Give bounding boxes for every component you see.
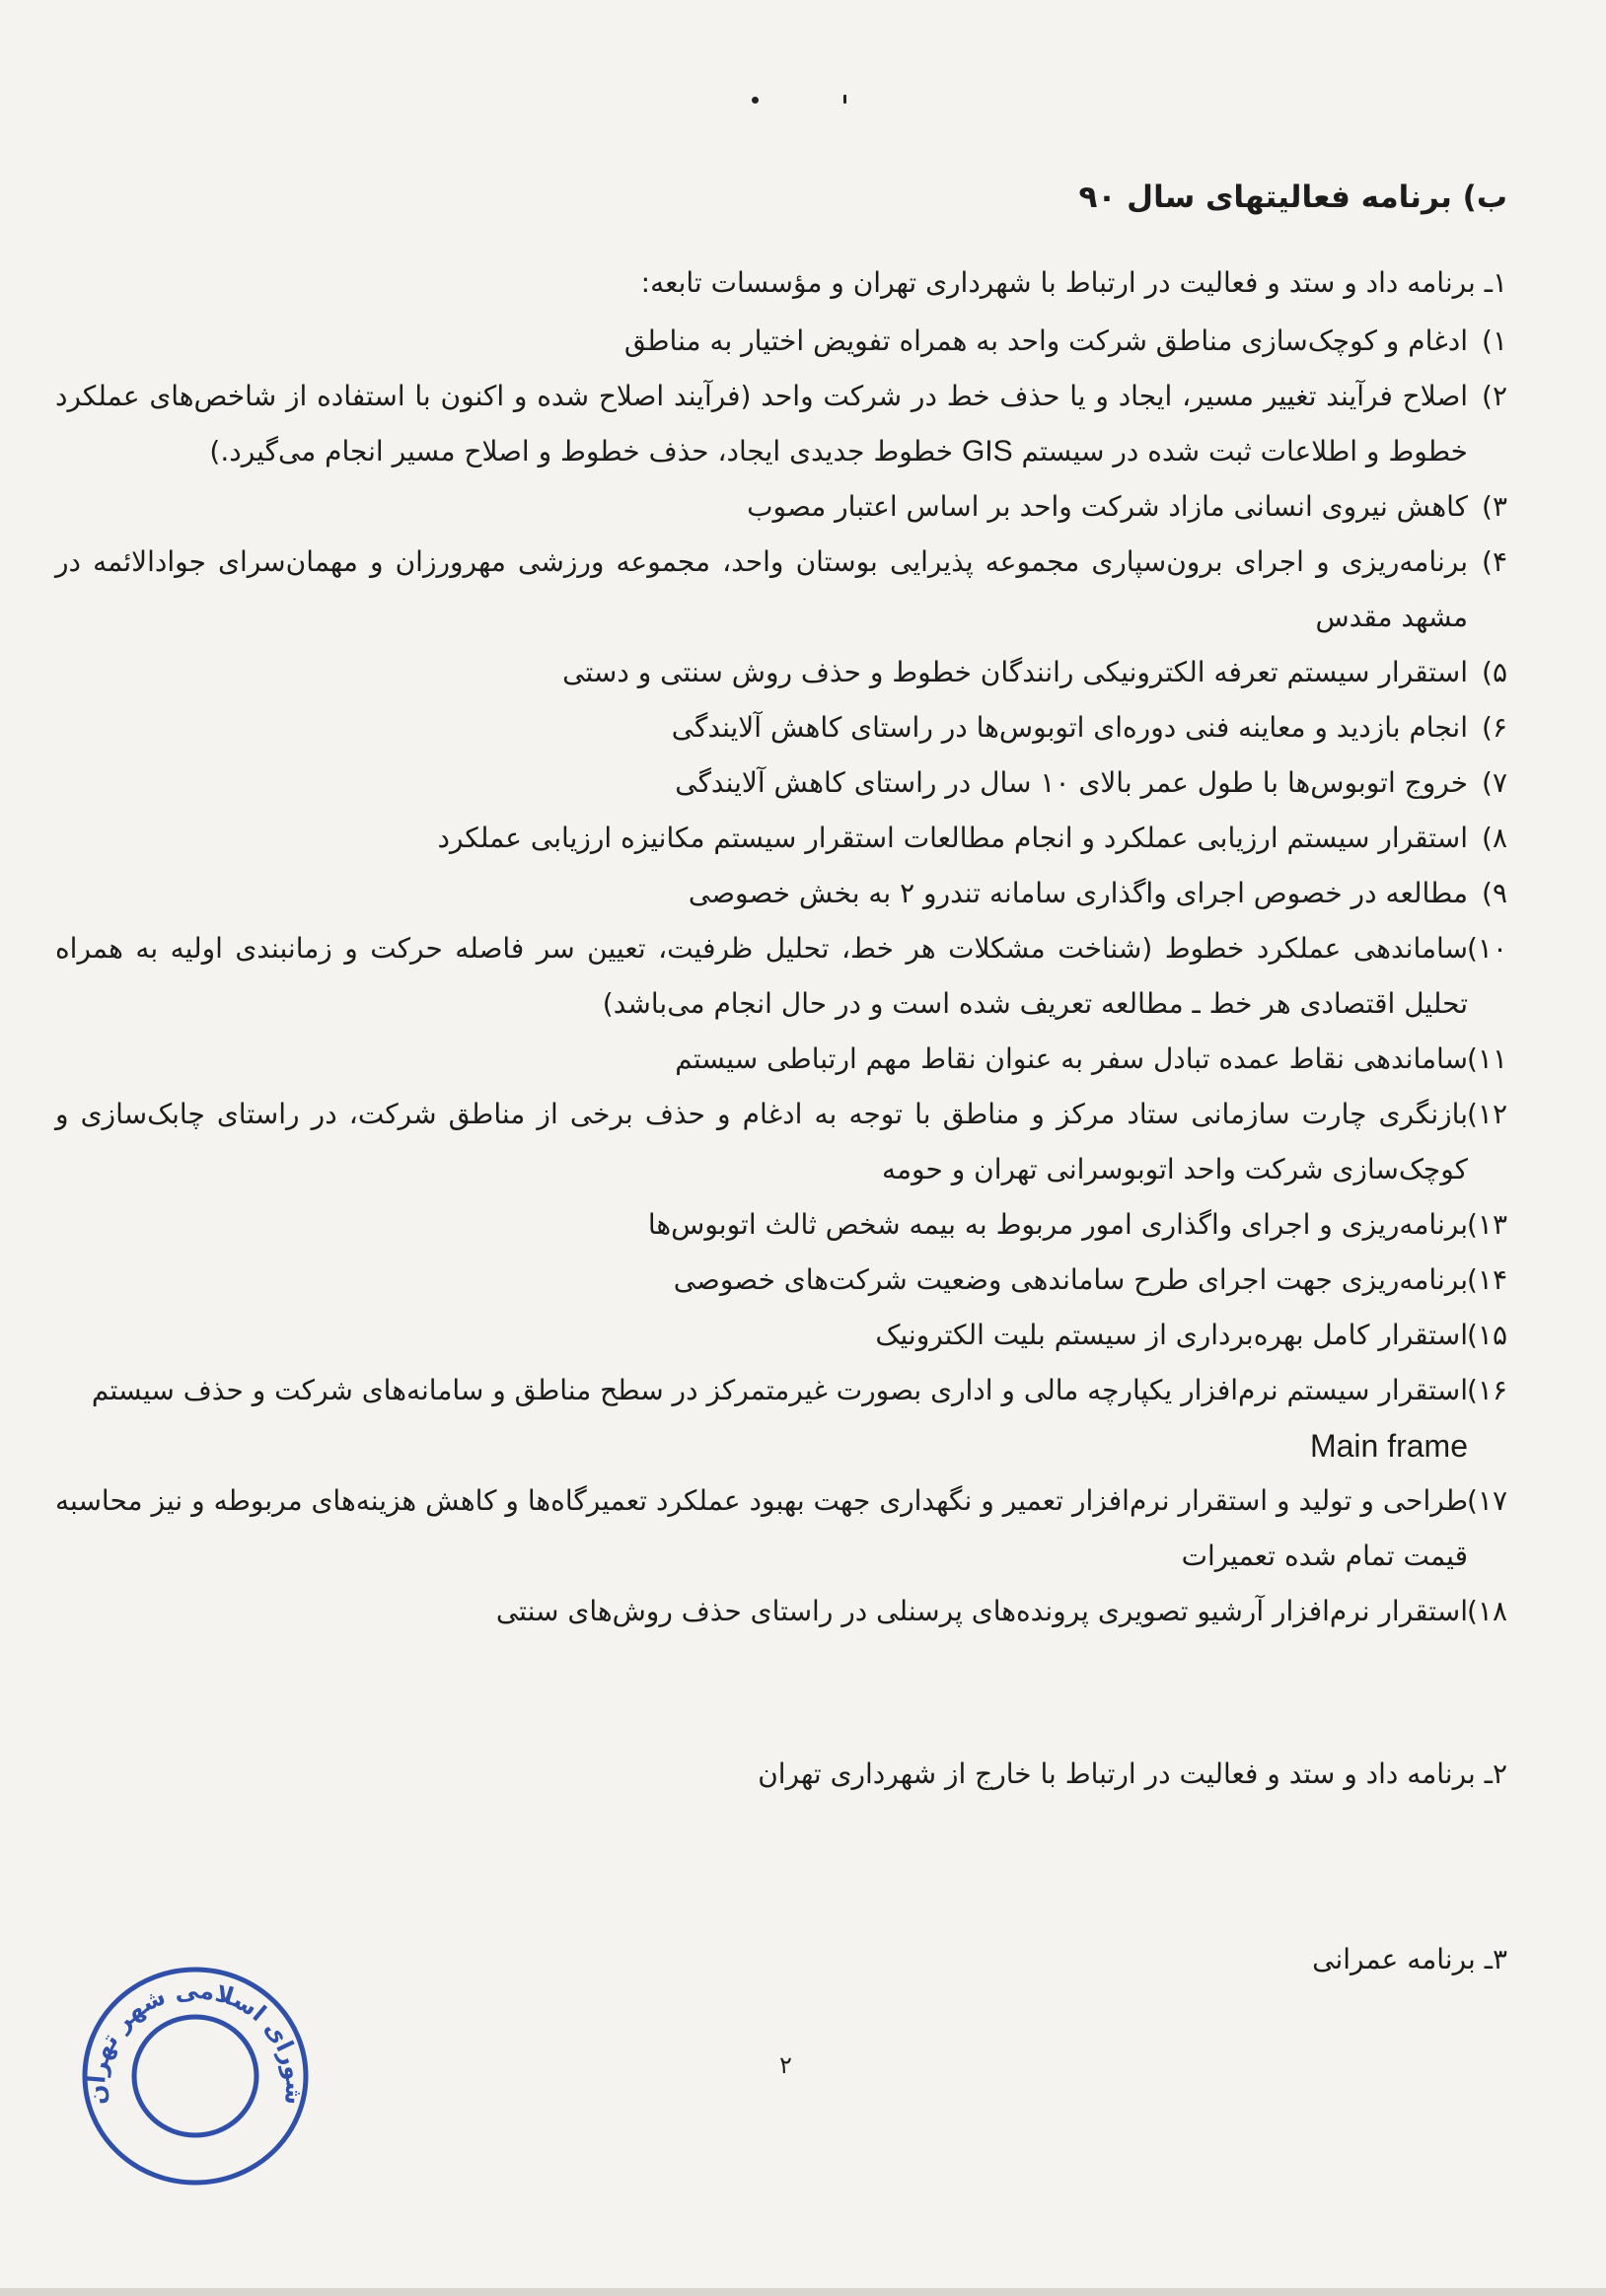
scan-speck (843, 95, 846, 104)
item-text: خروج اتوبوس‌ها با طول عمر بالای ۱۰ سال در راستای کاهش آلایندگی (675, 766, 1468, 799)
scan-speck (752, 97, 759, 104)
item-text: برنامه‌ریزی جهت اجرای طرح ساماندهی وضعیت شرکت‌های خصوصی (673, 1263, 1468, 1296)
section-1-title: ۱ـ برنامه داد و ستد و فعالیت در ارتباط با شهرداری تهران و مؤسسات تابعه: (640, 266, 1507, 299)
item-number: ۲) (1482, 380, 1507, 412)
item-text: ساماندهی عملکرد خطوط (شناخت مشکلات هر خط، تحلیل ظرفیت، تعیین سر فاصله حرکت و زمانبندی اولیه به همراه تحلیل اقتصادی هر خط ـ مطالعه تعریف شده است و در حال انجام می‌باشد) (55, 932, 1468, 1020)
item-number: ۱) (1482, 324, 1507, 357)
item-number: ۴) (1482, 545, 1507, 578)
list-item (55, 1584, 1507, 1639)
item-number: ۹) (1482, 877, 1507, 909)
item-text: خطوط جدیدی ایجاد، حذف خطوط و اصلاح مسیر انجام می‌گیرد.) (209, 435, 954, 467)
list-item (55, 866, 1507, 921)
item-latin-term: Main frame (1309, 1428, 1468, 1464)
item-number: ۳) (1482, 490, 1507, 523)
list-item (55, 1253, 1507, 1308)
section-2-title: ۲ـ برنامه داد و ستد و فعالیت در ارتباط با خارج از شهرداری تهران (758, 1758, 1507, 1790)
list-item (55, 1308, 1507, 1363)
item-text: انجام بازدید و معاینه فنی دوره‌ای اتوبوس‌ها در راستای کاهش آلایندگی (671, 711, 1468, 744)
seal-inner-ring (134, 2017, 256, 2135)
list-item (55, 1363, 1507, 1473)
item-number: ۱۵) (1466, 1319, 1507, 1351)
activity-list (55, 314, 1507, 1639)
item-number: ۱۳) (1466, 1208, 1507, 1241)
seal-text (83, 1976, 309, 2107)
item-number: ۱۶) (1466, 1374, 1507, 1406)
list-item (55, 755, 1507, 811)
list-item (55, 369, 1507, 479)
list-item (55, 700, 1507, 755)
list-item (55, 314, 1507, 369)
list-item (55, 811, 1507, 866)
item-number: ۶) (1482, 711, 1507, 744)
page-heading: ب) برنامه فعالیتهای سال ۹۰ (1078, 179, 1507, 215)
item-text: بازنگری چارت سازمانی ستاد مرکز و مناطق با توجه به ادغام و حذف برخی از مناطق شرکت، در راستای چابک‌سازی و کوچک‌سازی شرکت واحد اتوبوسرانی تهران و حومه (55, 1098, 1468, 1185)
list-item (55, 479, 1507, 535)
list-item (55, 921, 1507, 1032)
item-text: کاهش نیروی انسانی مازاد شرکت واحد بر اساس اعتبار مصوب (747, 490, 1468, 523)
list-item (55, 645, 1507, 700)
item-number: ۱۸) (1466, 1595, 1507, 1627)
item-text: مطالعه در خصوص اجرای واگذاری سامانه تندرو ۲ به بخش خصوصی (688, 877, 1468, 909)
item-text: استقرار سیستم تعرفه الکترونیکی رانندگان خطوط و حذف روش سنتی و دستی (562, 656, 1468, 688)
council-seal (77, 1958, 314, 2194)
list-item (55, 1032, 1507, 1087)
item-number: ۱۰) (1466, 932, 1507, 965)
item-latin-term: GIS (961, 435, 1013, 467)
item-text: استقرار نرم‌افزار آرشیو تصویری پرونده‌های پرسنلی در راستای حذف روش‌های سنتی (495, 1595, 1468, 1627)
item-number: ۵) (1482, 656, 1507, 688)
item-text: اصلاح فرآیند تغییر مسیر، ایجاد و یا حذف خط در شرکت واحد (فرآیند اصلاح شده و اکنون با استفاده از شاخص‌های عملکرد خطوط و اطلاعات ثبت شده در سیستم (55, 380, 1468, 467)
seal-text-path: شورای اسلامی شهر تهران (82, 1975, 309, 2107)
item-text: استقرار سیستم ارزیابی عملکرد و انجام مطالعات استقرار سیستم مکانیزه ارزیابی عملکرد (437, 822, 1468, 854)
item-number: ۱۲) (1466, 1098, 1507, 1130)
item-text: برنامه‌ریزی و اجرای واگذاری امور مربوط به بیمه شخص ثالث اتوبوس‌ها (647, 1208, 1468, 1241)
item-text: برنامه‌ریزی و اجرای برون‌سپاری مجموعه پذیرایی بوستان واحد، مجموعه ورزشی مهرورزان و مهمان‌سرای جوادالائمه در مشهد مقدس (55, 545, 1468, 633)
item-number: ۱۴) (1466, 1263, 1507, 1296)
section-3-title: ۳ـ برنامه عمرانی (1312, 1943, 1507, 1975)
list-item (55, 1473, 1507, 1584)
item-number: ۸) (1482, 822, 1507, 854)
item-number: ۱۱) (1466, 1042, 1507, 1075)
item-text: استقرار سیستم نرم‌افزار یکپارچه مالی و اداری بصورت غیرمتمرکز در سطح مناطق و سامانه‌های شرکت و حذف سیستم (91, 1374, 1468, 1406)
item-text: ساماندهی نقاط عمده تبادل سفر به عنوان نقاط مهم ارتباطی سیستم (675, 1042, 1468, 1075)
page-number: ۲ (779, 2051, 792, 2079)
scan-bottom-edge (0, 2288, 1606, 2296)
list-item (55, 535, 1507, 645)
list-item (55, 1087, 1507, 1197)
item-number: ۷) (1482, 766, 1507, 799)
item-number: ۱۷) (1466, 1484, 1507, 1517)
list-item (55, 1197, 1507, 1253)
item-text: طراحی و تولید و استقرار نرم‌افزار تعمیر و نگهداری جهت بهبود عملکرد تعمیرگاه‌ها و کاهش هزینه‌های مربوطه و نیز محاسبه قیمت تمام شده تعمیرات (55, 1484, 1468, 1572)
item-text: ادغام و کوچک‌سازی مناطق شرکت واحد به همراه تفویض اختیار به مناطق (623, 324, 1468, 357)
item-text: استقرار کامل بهره‌برداری از سیستم بلیت الکترونیک (875, 1319, 1468, 1351)
